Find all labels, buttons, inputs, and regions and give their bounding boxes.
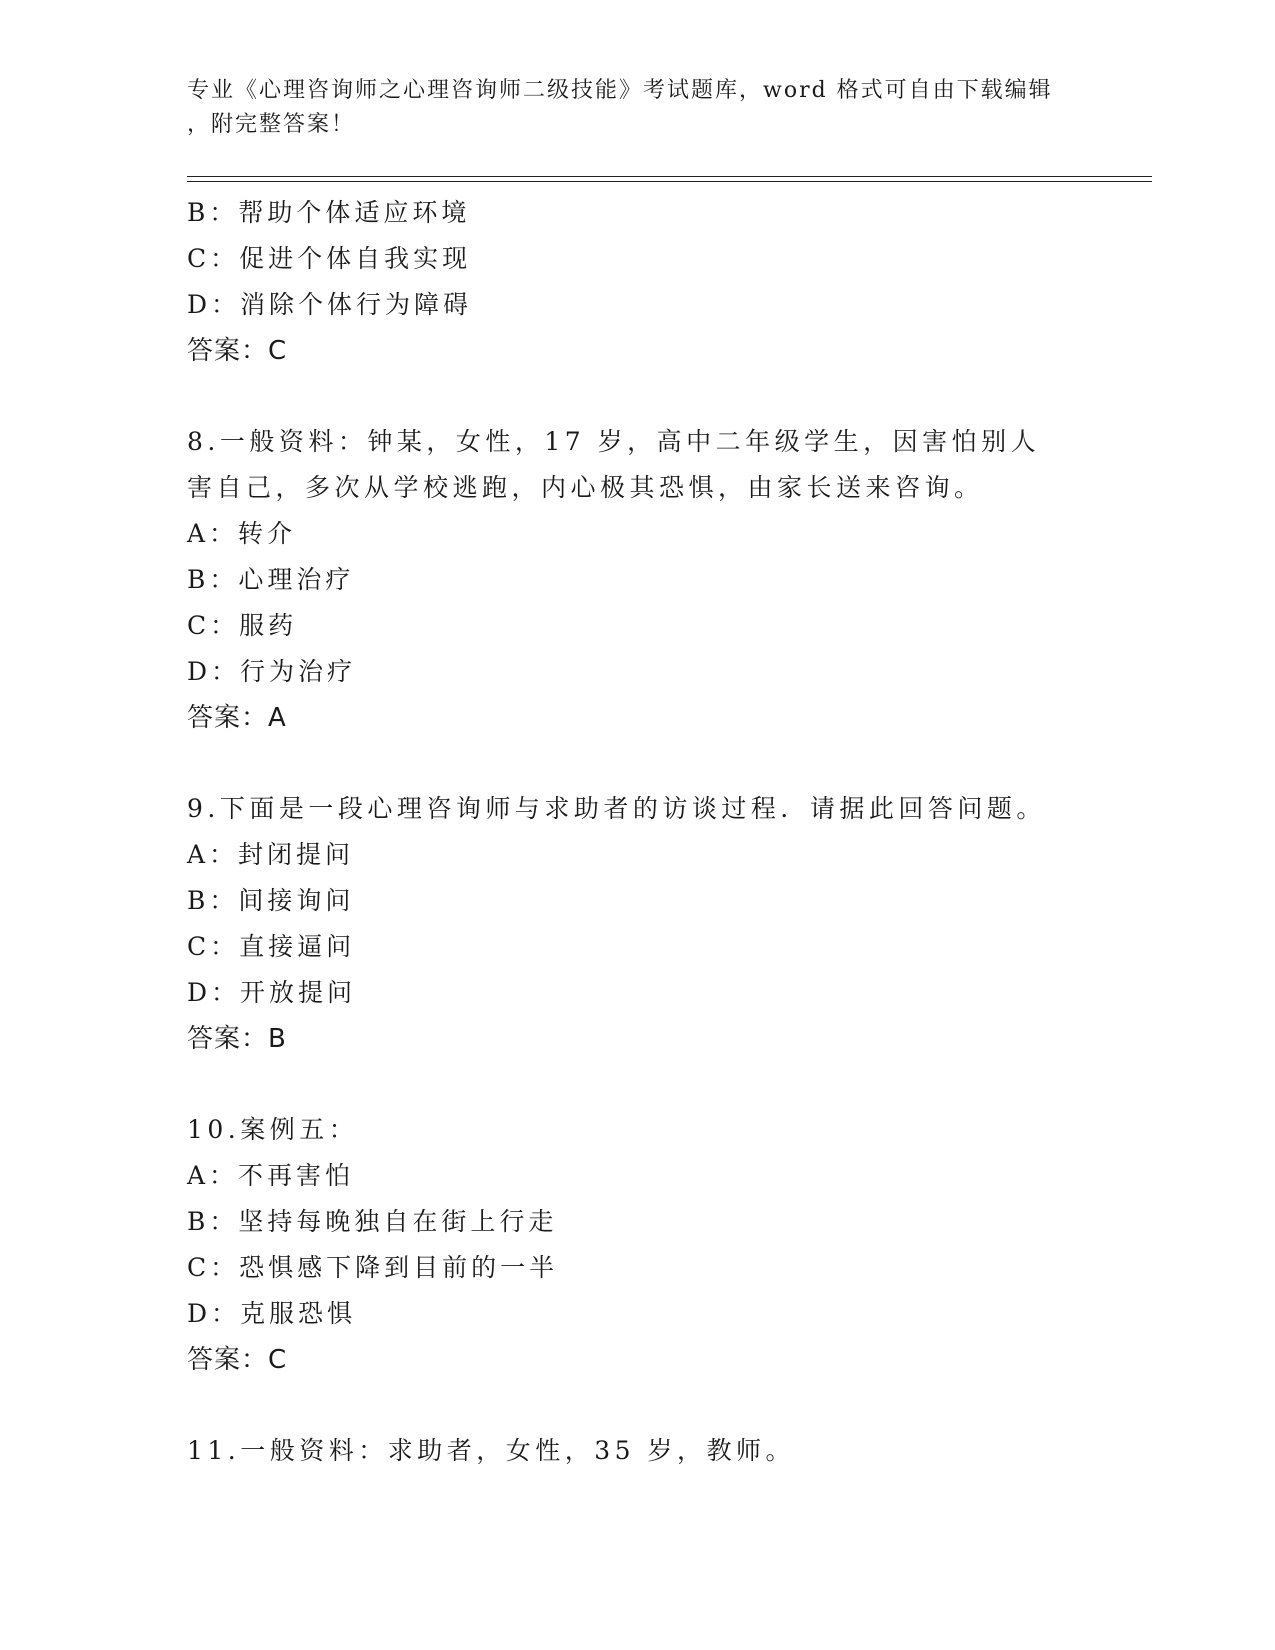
header-line-2: ，附完整答案！ [187, 112, 356, 137]
option-d: D：克服恐惧 [187, 1299, 357, 1328]
option-b: B：心理治疗 [187, 565, 355, 594]
option-b: B：坚持每晚独自在街上行走 [187, 1207, 558, 1236]
question-block-9 [187, 786, 1087, 1062]
answer: 答案：C [187, 336, 288, 366]
question-stem: 8.一般资料：钟某，女性，17 岁，高中二年级学生，因害怕别人害自己，多次从学校逃跑，内心极其恐惧，由家长送来咨询。 [187, 427, 1041, 502]
question-stem: 9.下面是一段心理咨询师与求助者的访谈过程．请据此回答问题。 [187, 794, 1046, 823]
header-rule-top [187, 176, 1152, 177]
document-header [187, 74, 1067, 142]
option-a: A：封闭提问 [187, 840, 355, 869]
answer: 答案：C [187, 1345, 288, 1375]
answer: 答案：A [187, 703, 287, 733]
option-c: C：促进个体自我实现 [187, 244, 472, 273]
header-rule-bottom [187, 181, 1152, 182]
question-list [187, 190, 1087, 1474]
option-a: A：转介 [187, 519, 297, 548]
question-block-11 [187, 1428, 1087, 1474]
option-b: B：帮助个体适应环境 [187, 198, 471, 227]
option-d: D：消除个体行为障碍 [187, 290, 473, 319]
question-block-10 [187, 1107, 1087, 1383]
question-block-8 [187, 419, 1087, 741]
option-a: A：不再害怕 [187, 1161, 355, 1190]
option-d: D：行为治疗 [187, 657, 357, 686]
question-stem: 10.案例五： [187, 1115, 359, 1144]
option-d: D：开放提问 [187, 978, 357, 1007]
option-c: C：直接逼问 [187, 932, 356, 961]
answer: 答案：B [187, 1024, 287, 1054]
option-c: C：服药 [187, 611, 298, 640]
option-b: B：间接询问 [187, 886, 355, 915]
question-stem: 11.一般资料：求助者，女性，35 岁，教师。 [187, 1436, 796, 1465]
question-block-7 [187, 190, 1087, 374]
header-line-1: 专业《心理咨询师之心理咨询师二级技能》考试题库，word 格式可自由下载编辑 [187, 78, 1053, 103]
option-c: C：恐惧感下降到目前的一半 [187, 1253, 559, 1282]
